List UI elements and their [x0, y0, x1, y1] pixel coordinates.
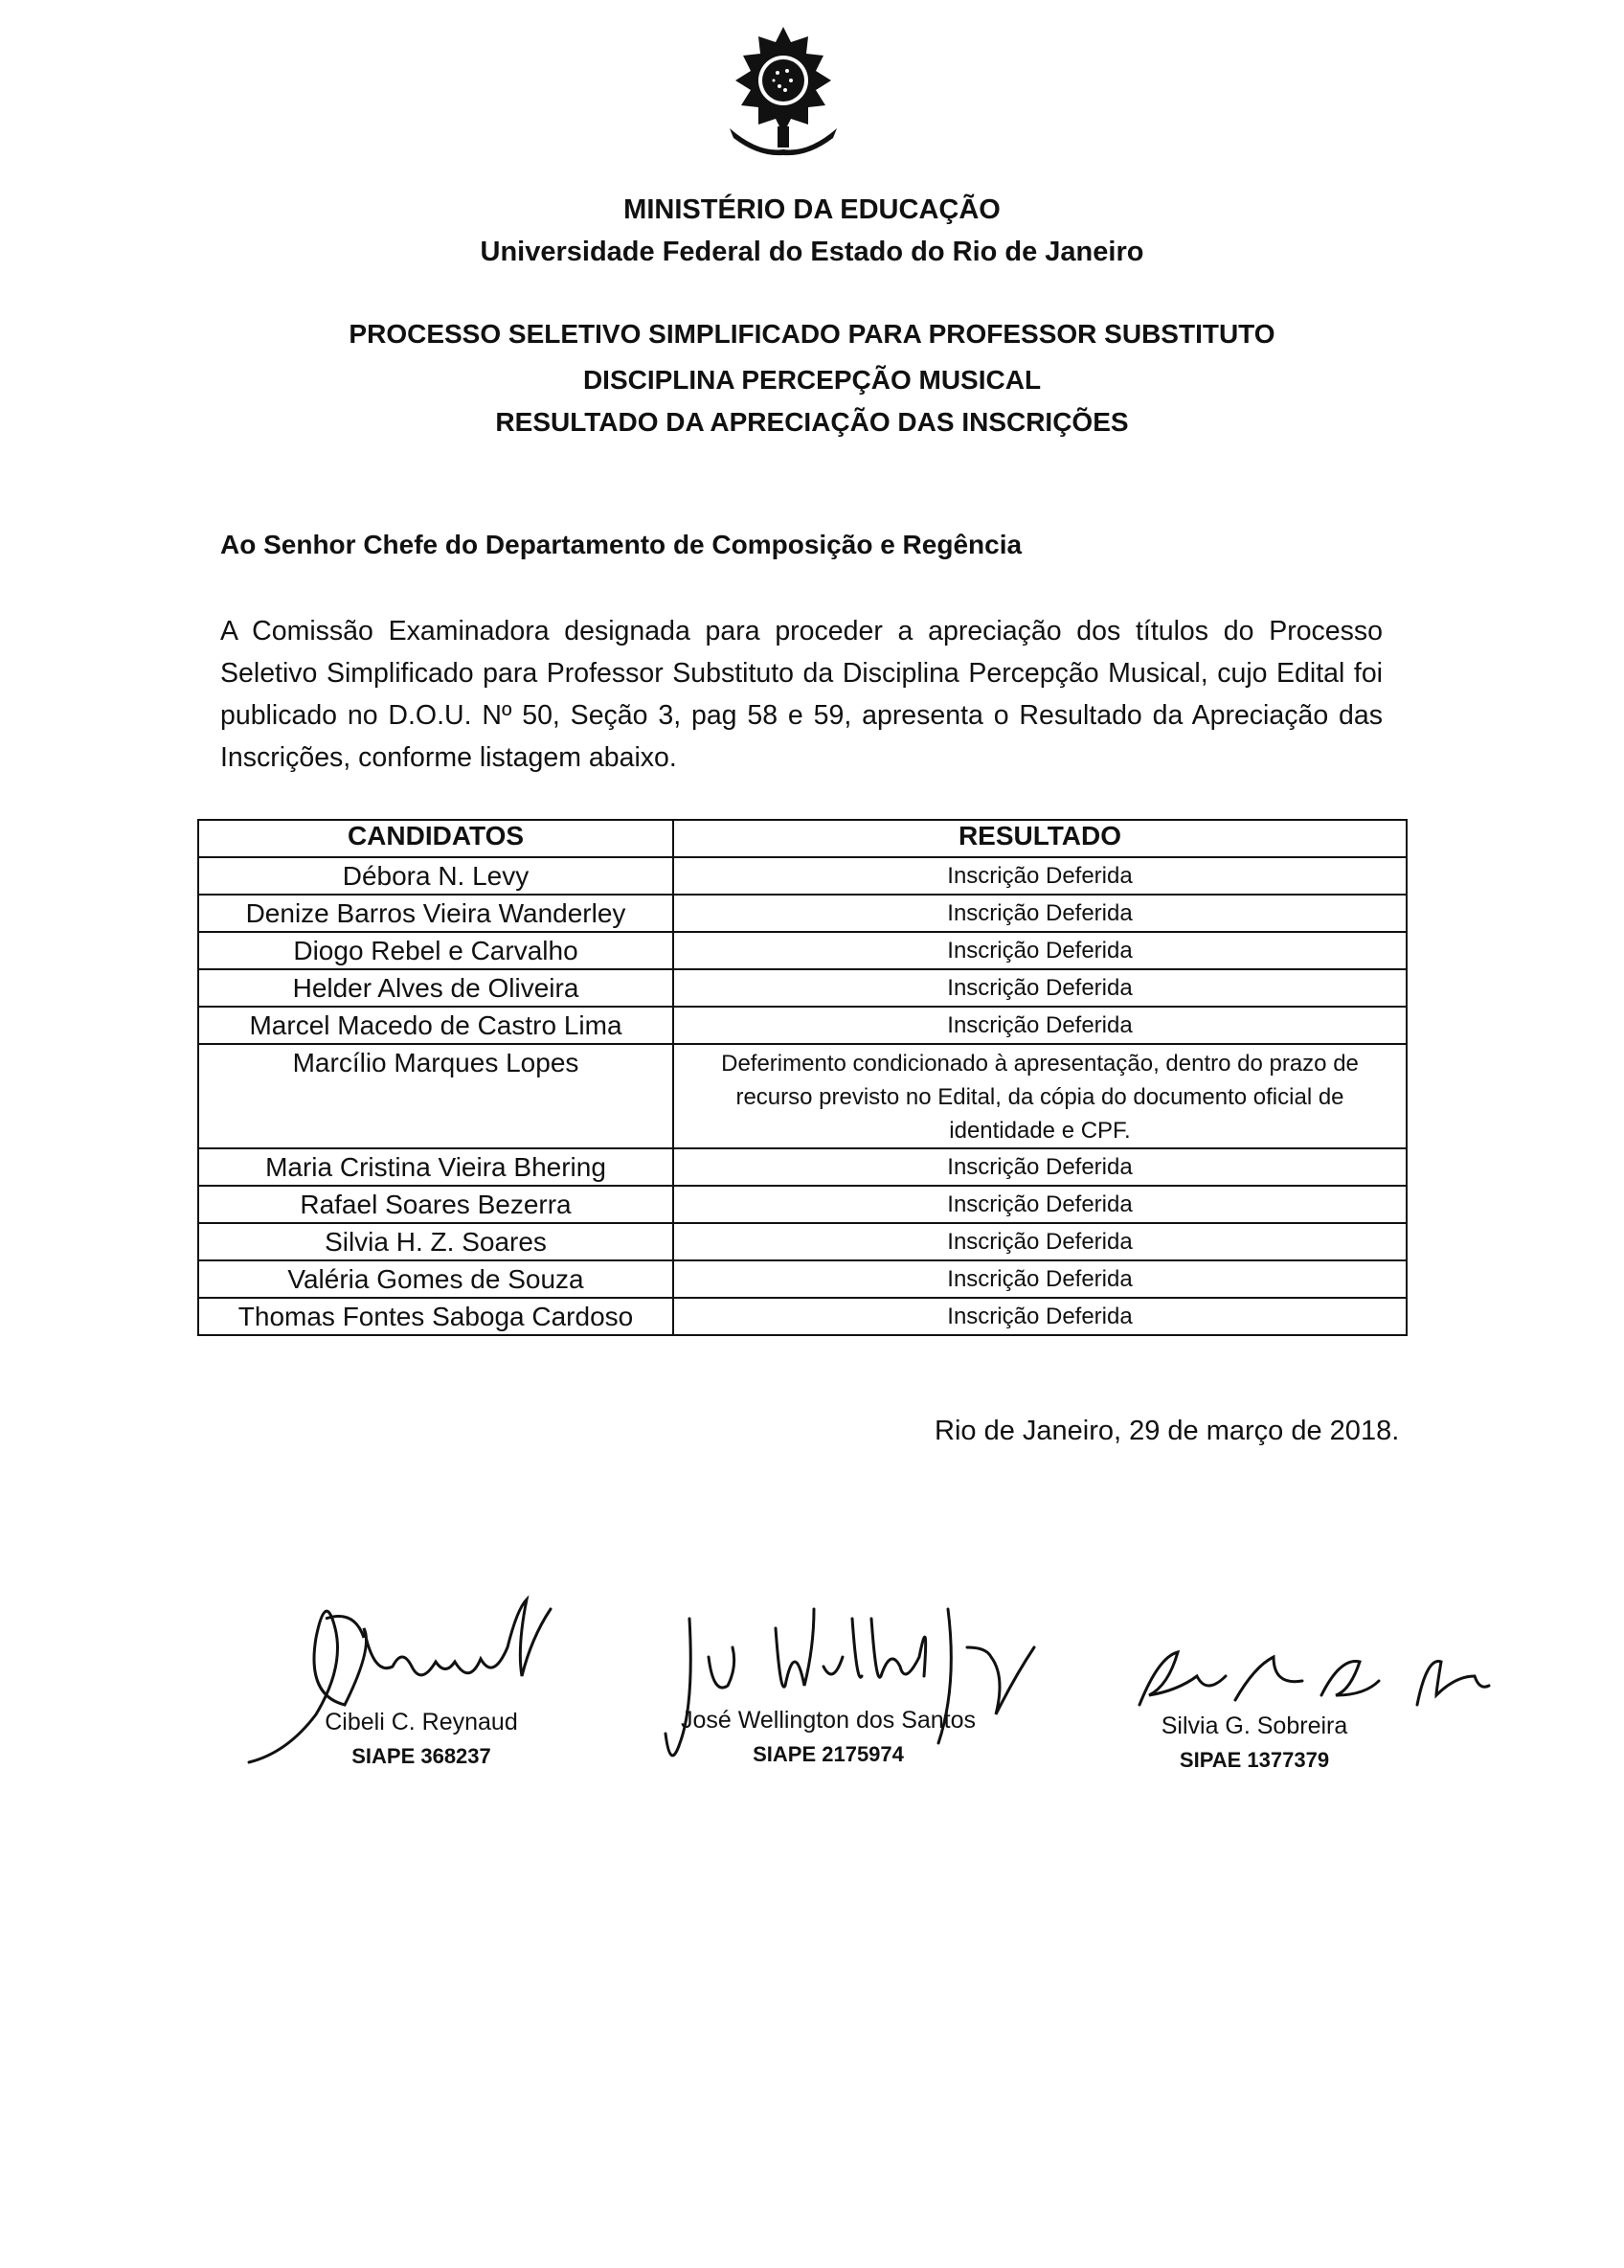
candidate-result: Inscrição Deferida — [673, 1223, 1407, 1260]
place-and-date: Rio de Janeiro, 29 de março de 2018. — [935, 1416, 1400, 1446]
candidate-name: Valéria Gomes de Souza — [198, 1260, 673, 1298]
column-header-result: RESULTADO — [673, 820, 1407, 857]
candidate-name: Rafael Soares Bezerra — [198, 1186, 673, 1223]
candidate-name: Marcílio Marques Lopes — [198, 1044, 673, 1148]
column-header-candidates: CANDIDATOS — [198, 820, 673, 857]
candidate-name: Silvia H. Z. Soares — [198, 1223, 673, 1260]
table-row — [198, 1223, 1407, 1260]
ministry-heading: MINISTÉRIO DA EDUCAÇÃO — [623, 194, 1001, 225]
signatory-id: SIAPE 2175974 — [753, 1742, 904, 1766]
table-row — [198, 1148, 1407, 1186]
candidate-name: Denize Barros Vieira Wanderley — [198, 895, 673, 932]
table-row — [198, 895, 1407, 932]
candidate-result: Inscrição Deferida — [673, 932, 1407, 969]
candidate-name: Maria Cristina Vieira Bhering — [198, 1148, 673, 1186]
body-paragraph: A Comissão Examinadora designada para proceder a apreciação dos títulos do Processo Seletivo Simplificado para Professor Substituto da Disciplina Percepção Musical, cujo Edital foi publicado no D.O.U. Nº 50, Seção 3, pag 58 e 59, apresenta o Resultado da Apreciação das Inscrições, conforme listagem abaixo. — [220, 616, 1383, 773]
table-row — [198, 932, 1407, 969]
table-row — [198, 1007, 1407, 1044]
signatory-name: José Wellington dos Santos — [680, 1707, 977, 1734]
coat-of-arms-emblem — [720, 23, 846, 157]
signature-scribble-3 — [1130, 1638, 1494, 1724]
addressee-line: Ao Senhor Chefe do Departamento de Composição e Regência — [220, 530, 1023, 559]
candidate-result: Inscrição Deferida — [673, 1260, 1407, 1298]
signature-block-1 — [306, 1709, 536, 1769]
table-row — [198, 1298, 1407, 1335]
signatory-name: Silvia G. Sobreira — [1161, 1712, 1348, 1739]
candidate-name: Diogo Rebel e Carvalho — [198, 932, 673, 969]
table-header-row — [198, 820, 1407, 857]
process-title: PROCESSO SELETIVO SIMPLIFICADO PARA PROFESSOR SUBSTITUTO — [349, 319, 1275, 349]
result-title: RESULTADO DA APRECIAÇÃO DAS INSCRIÇÕES — [495, 407, 1129, 437]
candidate-result: Inscrição Deferida — [673, 1298, 1407, 1335]
candidate-result: Inscrição Deferida — [673, 857, 1407, 895]
candidate-name: Débora N. Levy — [198, 857, 673, 895]
table-row — [198, 1044, 1407, 1148]
university-heading: Universidade Federal do Estado do Rio de Janeiro — [480, 237, 1144, 267]
candidate-name: Helder Alves de Oliveira — [198, 969, 673, 1007]
signatory-id: SIPAE 1377379 — [1179, 1748, 1330, 1772]
signature-block-3 — [1149, 1712, 1360, 1773]
table-row — [198, 857, 1407, 895]
candidate-result: Inscrição Deferida — [673, 1186, 1407, 1223]
table-row — [198, 1260, 1407, 1298]
signatory-id: SIAPE 368237 — [351, 1744, 491, 1768]
candidate-result: Inscrição Deferida — [673, 895, 1407, 932]
candidate-name: Thomas Fontes Saboga Cardoso — [198, 1298, 673, 1335]
results-table — [197, 819, 1408, 1336]
candidate-result: Deferimento condicionado à apresentação, dentro do prazo de recurso previsto no Edital, da cópia do documento oficial de identidade e CPF. — [673, 1044, 1407, 1148]
discipline-title: DISCIPLINA PERCEPÇÃO MUSICAL — [582, 365, 1042, 395]
signature-block-2 — [670, 1707, 986, 1767]
signatory-name: Cibeli C. Reynaud — [325, 1709, 518, 1735]
candidate-result: Inscrição Deferida — [673, 1148, 1407, 1186]
table-row — [198, 969, 1407, 1007]
candidate-name: Marcel Macedo de Castro Lima — [198, 1007, 673, 1044]
candidate-result: Inscrição Deferida — [673, 1007, 1407, 1044]
table-row — [198, 1186, 1407, 1223]
candidate-result: Inscrição Deferida — [673, 969, 1407, 1007]
